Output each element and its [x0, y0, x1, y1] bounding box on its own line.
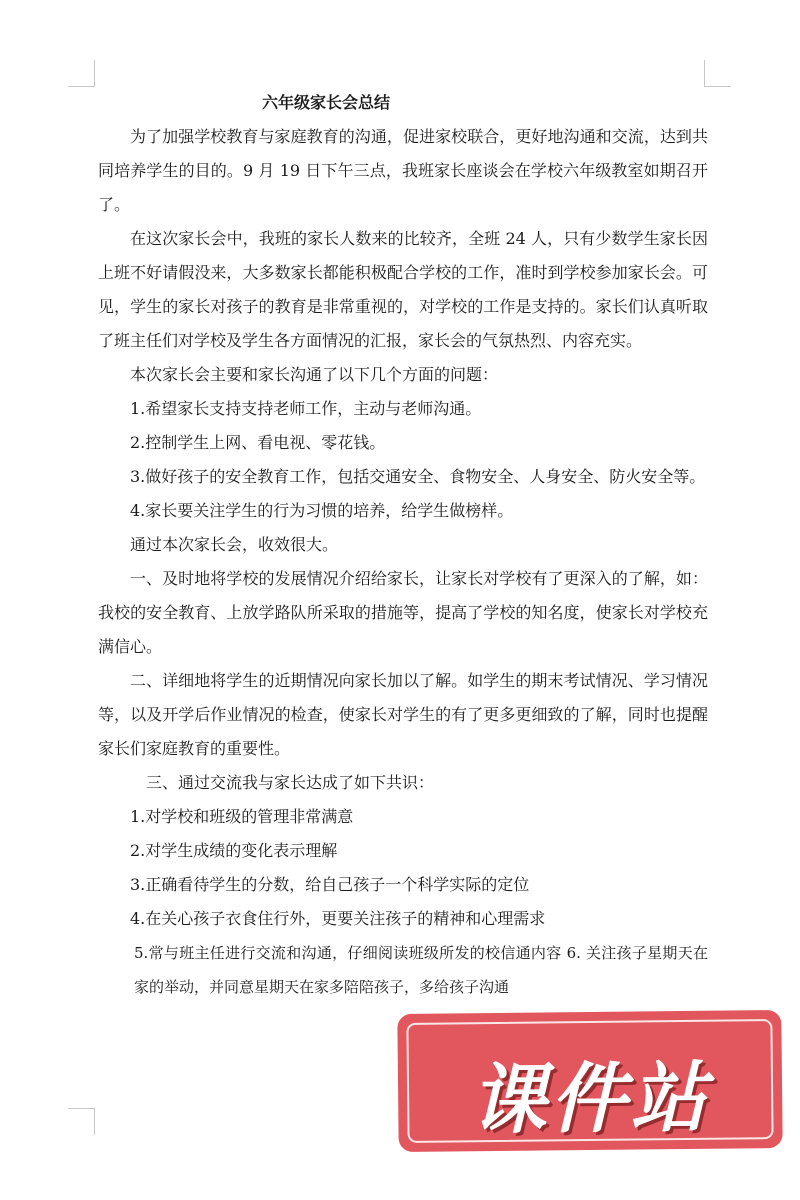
consensus-item-2: 2.对学生成绩的变化表示理解	[130, 841, 338, 860]
result-section-3: 三、通过交流我与家长达成了如下共识：	[146, 773, 435, 792]
watermark-text: 课件站	[469, 1052, 711, 1145]
topic-item-3: 3.做好孩子的安全教育工作，包括交通安全、食物安全、人身安全、防火安全等。	[130, 467, 706, 486]
paragraph-intro: 为了加强学校教育与家庭教育的沟通，促进家校联合，更好地沟通和交流，达到共同培养学生的目的。9 月 19 日下午三点，我班家长座谈会在学校六年级教室如期召开了。	[98, 127, 708, 214]
watermark-stamp	[397, 1010, 782, 1152]
paragraph-attendance: 在这次家长会中，我班的家长人数来的比较齐，全班 24 人，只有少数学生家长因上班不好请假没来，大多数家长都能积极配合学校的工作，准时到学校参加家长会。可见，学生的家长对孩子的教育是非常重视的，对学校的工作是支持的。家长们认真听取了班主任们对学校及学生各方面情况的汇报，家长会的气氛热烈、内容充实。	[98, 229, 708, 350]
paragraph-results-intro: 通过本次家长会，收效很大。	[130, 535, 339, 554]
document-page	[98, 86, 708, 1004]
crop-mark-bottom-left	[68, 1108, 95, 1135]
paragraph-topics-intro: 本次家长会主要和家长沟通了以下几个方面的问题：	[130, 365, 499, 384]
document-title: 六年级家长会总结	[262, 93, 391, 112]
crop-mark-top-right	[704, 60, 731, 87]
consensus-item-1: 1.对学校和班级的管理非常满意	[130, 807, 354, 826]
result-section-2: 二、详细地将学生的近期情况向家长加以了解。如学生的期末考试情况、学习情况等，以及开学后作业情况的检查，使家长对学生的有了更多更细致的了解，同时也提醒家长们家庭教育的重要性。	[98, 671, 708, 758]
consensus-item-5: 5.常与班主任进行交流和沟通，仔细阅读班级所发的校信通内容 6. 关注孩子星期天在家的举动，并同意星期天在家多陪陪孩子，多给孩子沟通	[134, 944, 708, 996]
consensus-item-3: 3.正确看待学生的分数，给自己孩子一个科学实际的定位	[130, 875, 530, 894]
consensus-item-4: 4.在关心孩子衣食住行外，更要关注孩子的精神和心理需求	[130, 909, 546, 928]
topic-item-4: 4.家长要关注学生的行为习惯的培养，给学生做榜样。	[130, 501, 514, 520]
crop-mark-top-left	[68, 60, 95, 87]
topic-item-1: 1.希望家长支持支持老师工作，主动与老师沟通。	[130, 399, 482, 418]
result-section-1: 一、及时地将学校的发展情况介绍给家长，让家长对学校有了更深入的了解，如：我校的安全教育、上放学路队所采取的措施等，提高了学校的知名度，使家长对学校充满信心。	[98, 569, 708, 656]
topic-item-2: 2.控制学生上网、看电视、零花钱。	[130, 433, 386, 452]
